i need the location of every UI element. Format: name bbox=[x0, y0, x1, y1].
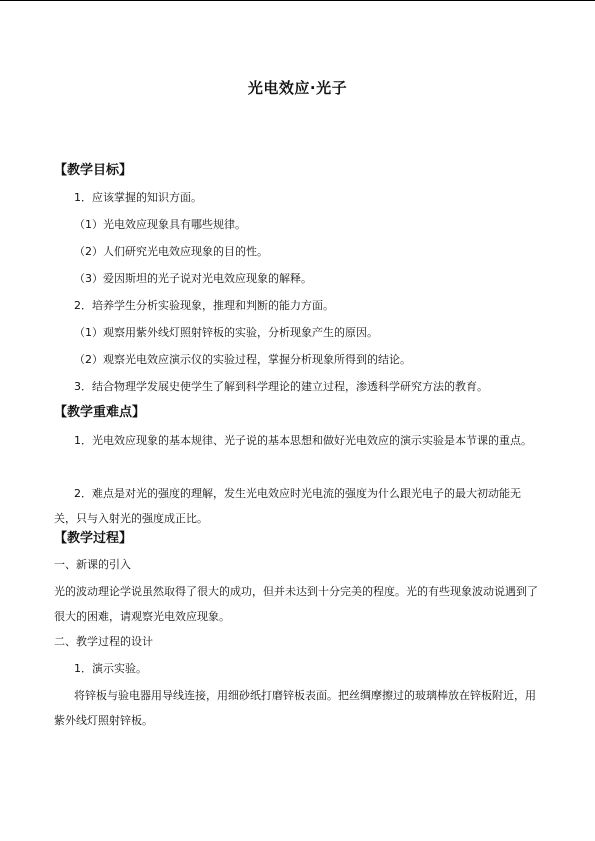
goal-item-1-3: （3）爱因斯坦的光子说对光电效应现象的解释。 bbox=[74, 272, 312, 285]
page-top-rule bbox=[0, 0, 595, 1]
section-heading-process: 【教学过程】 bbox=[54, 531, 133, 546]
goal-item-1: 1．应该掌握的知识方面。 bbox=[74, 191, 202, 204]
key-point-paragraph-2: 2．难点是对光的强度的理解，发生光电效应时光电流的强度为什么跟光电子的最大初动能无关，只与入射光的强度成正比。 bbox=[54, 487, 521, 525]
process-part-1-heading: 一、新课的引入 bbox=[54, 558, 131, 571]
goal-item-2-2: （2）观察光电效应演示仪的实验过程，掌握分析现象所得到的结论。 bbox=[74, 353, 411, 366]
process-part-2-item-1: 1．演示实验。 bbox=[74, 662, 147, 675]
goal-item-3: 3．结合物理学发展史使学生了解到科学理论的建立过程，渗透科学研究方法的教育。 bbox=[74, 380, 488, 393]
goal-item-2: 2．培养学生分析实验现象，推理和判断的能力方面。 bbox=[74, 299, 334, 312]
key-point-paragraph-1: 1．光电效应现象的基本规律、光子说的基本思想和做好光电效应的演示实验是本节课的重点。 bbox=[74, 434, 532, 447]
process-part-1-paragraph: 光的波动理论学说虽然取得了很大的成功，但并未达到十分完美的程度。光的有些现象波动说遇到了很大的困难，请观察光电效应现象。 bbox=[54, 585, 538, 623]
section-heading-key-points: 【教学重难点】 bbox=[54, 405, 146, 420]
process-part-2-heading: 二、教学过程的设计 bbox=[54, 635, 153, 648]
section-heading-goals: 【教学目标】 bbox=[54, 163, 133, 178]
goal-item-1-1: （1）光电效应现象具有哪些规律。 bbox=[74, 218, 246, 231]
goal-item-1-2: （2）人们研究光电效应现象的目的性。 bbox=[74, 245, 268, 258]
goal-item-2-1: （1）观察用紫外线灯照射锌板的实验，分析现象产生的原因。 bbox=[74, 326, 378, 339]
process-part-2-item-1-paragraph: 将锌板与验电器用导线连接，用细砂纸打磨锌板表面。把丝绸摩擦过的玻璃棒放在锌板附近，用紫外线灯照射锌板。 bbox=[54, 689, 536, 727]
document-title: 光电效应·光子 bbox=[247, 79, 348, 97]
